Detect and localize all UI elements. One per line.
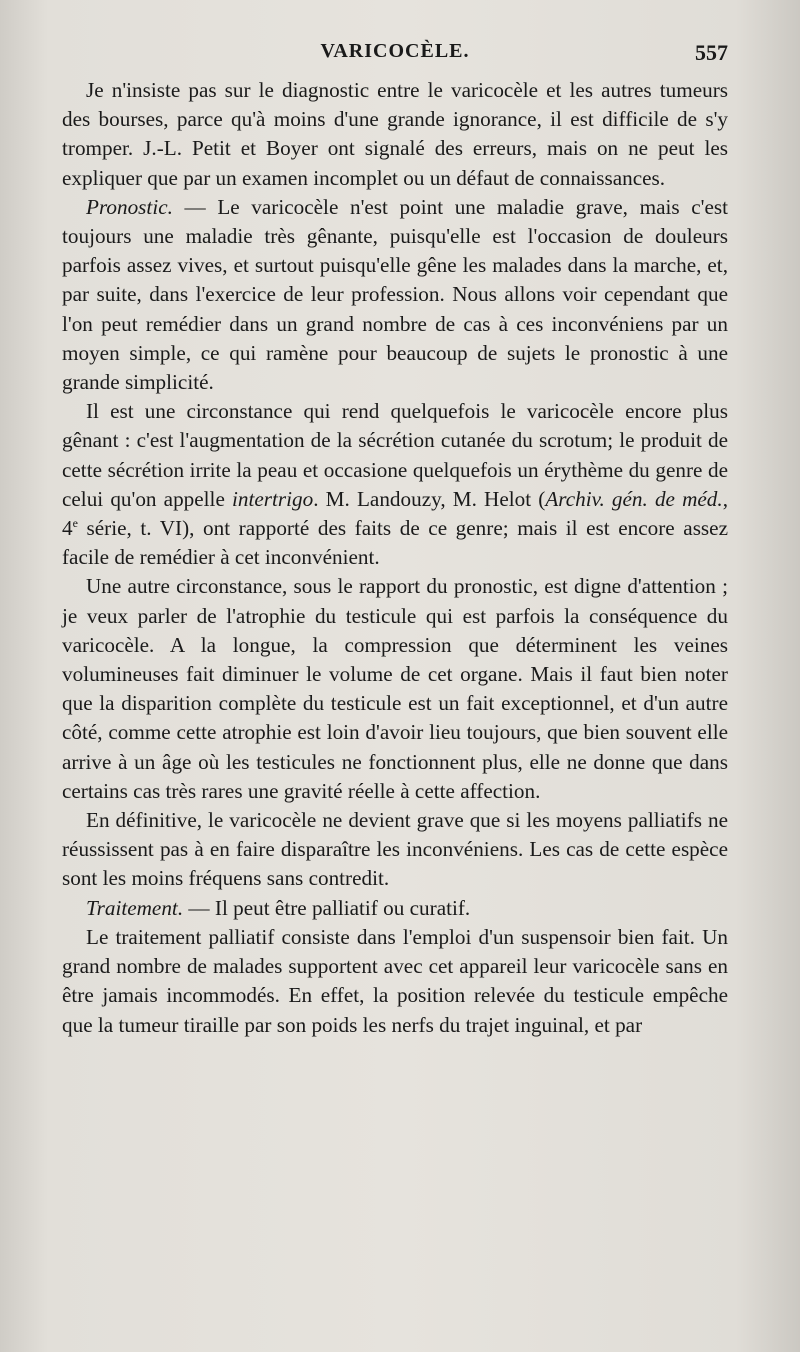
- paragraph-pronostic: Pronostic. — Le varicocèle n'est point une maladie grave, mais c'est toujours une maladie très gênante, puisqu'elle est l'occasion de douleurs parfois assez vives, et surtout puisqu'elle gêne les malades dans la marche, et, par suite, dans l'exercice de leur profession. Nous allons voir cependant que l'on peut remédier dans un grand nombre de cas à ces inconvéniens par un moyen simple, ce qui ramène pour beaucoup de sujets le pronostic à une grande simplicité.: [62, 194, 728, 395]
- paragraph-atrophie: Une autre circonstance, sous le rapport du pronostic, est digne d'attention ; je veux parler de l'atrophie du testicule qui est parfois la conséquence du varicocèle. A la longue, la compression que déterminent les veines volumineuses fait diminuer le volume de cet organe. Mais il faut bien noter que la disparition complète du testicule est un fait exceptionnel, et d'un autre côté, comme cette atrophie est loin d'avoir lieu toujours, que bien souvent elle arrive à un âge où les testicules ne fonctionnent plus, elle ne donne que dans certains cas très rares une gravité réelle à cette affection.: [62, 574, 728, 803]
- paragraph-traitement: Traitement. — Il peut être palliatif ou curatif.: [86, 895, 471, 920]
- running-title: VARICOCÈLE.: [320, 40, 470, 62]
- paragraph-diagnostic: Je n'insiste pas sur le diagnostic entre le varicocèle et les autres tumeurs des bourses, parce qu'à moins d'une grande ignorance, il est difficile de s'y tromper. J.-L. Petit et Boyer ont signalé des erreurs, mais on ne peut les expliquer que par un examen incomplet ou un défaut de connaissances.: [62, 78, 728, 190]
- paragraph-definitive: En définitive, le varicocèle ne devient grave que si les moyens palliatifs ne réussissent pas à en faire disparaître les inconvéniens. Les cas de cette espèce sont les moins fréquens sans contredit.: [62, 808, 728, 891]
- page-number: 557: [695, 40, 728, 65]
- paragraph-circonstance: Il est une circonstance qui rend quelquefois le varicocèle encore plus gênant : c'est l'augmentation de la sécrétion cutanée du scrotum; le produit de cette sécrétion irrite la peau et occasione quelquefois un érythème du genre de celui qu'on appelle intertrigo. M. Landouzy, M. Helot (Archiv. gén. de méd., 4e série, t. VI), ont rapporté des faits de ce genre; mais il est encore assez facile de remédier à cet inconvénient.: [62, 399, 728, 570]
- page-header: [62, 40, 728, 70]
- section-heading-pronostic: Pronostic.: [86, 194, 173, 219]
- body-text: [62, 76, 728, 1040]
- section-heading-traitement: Traitement.: [86, 895, 184, 920]
- paragraph-palliatif: Le traitement palliatif consiste dans l'emploi d'un suspensoir bien fait. Un grand nombre de malades supportent avec cet appareil leur varicocèle sans en être jamais incommodés. En effet, la position relevée du testicule empêche que la tumeur tiraille par son poids les nerfs du trajet inguinal, et par: [62, 924, 728, 1037]
- citation: Archiv. gén. de méd.: [545, 486, 723, 511]
